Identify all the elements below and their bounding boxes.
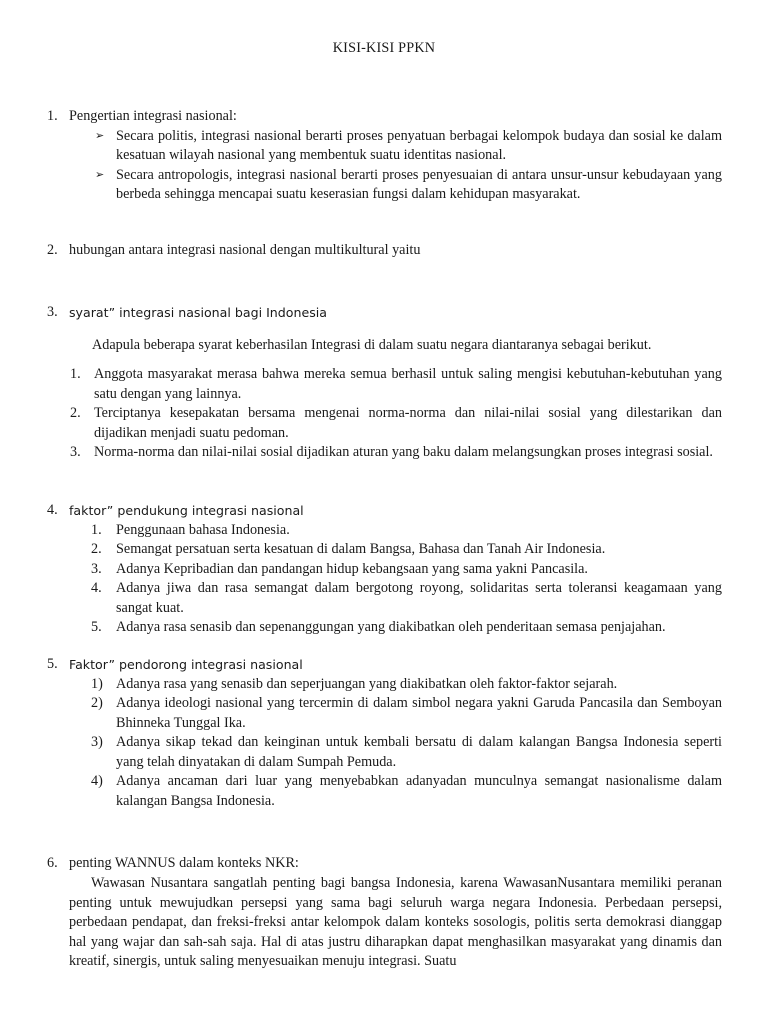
- item-text: Adanya rasa yang senasib dan seperjuangan yang diakibatkan oleh faktor-faktor sejarah.: [116, 675, 618, 692]
- section-5: [47, 655, 722, 811]
- section-heading: faktor” pendukung integrasi nasional: [69, 503, 304, 518]
- section-3: [47, 303, 722, 323]
- bullet-list: [47, 127, 722, 205]
- section-number: 3.: [47, 304, 58, 320]
- item-text: Adanya Kepribadian dan pandangan hidup kebangsaan yang sama yakni Pancasila.: [116, 560, 588, 577]
- list-item: [47, 404, 722, 443]
- section-heading: hubungan antara integrasi nasional dengan multikultural yaitu: [69, 242, 421, 258]
- section-heading: Pengertian integrasi nasional:: [69, 108, 237, 124]
- section-1: [47, 107, 722, 205]
- list-item: [47, 579, 722, 618]
- section-2: [47, 241, 722, 261]
- section-5-list: [47, 675, 722, 812]
- section-6: [47, 854, 722, 874]
- item-text: Anggota masyarakat merasa bahwa mereka semua berhasil untuk saling mengisi kebutuhan-kebutuhan yang satu dengan yang lainnya.: [94, 366, 722, 402]
- arrow-bullet-icon: ➢: [95, 168, 105, 181]
- item-text: Terciptanya kesepakatan bersama mengenai norma-norma dan nilai-nilai sosial yang dilestarikan dan dijadikan menjadi suatu pedoman.: [94, 405, 722, 441]
- section-number: 5.: [47, 656, 58, 672]
- item-number: 2.: [91, 541, 102, 557]
- item-number: 5.: [91, 619, 102, 635]
- section-number: 1.: [47, 108, 58, 124]
- item-number: 1.: [70, 366, 81, 382]
- item-number: 3.: [70, 444, 81, 460]
- item-number: 4.: [91, 580, 102, 596]
- item-text: Adanya rasa senasib dan sepenanggungan yang diakibatkan oleh penderitaan semasa penjajahan.: [116, 619, 666, 635]
- section-number: 6.: [47, 855, 58, 871]
- bullet-item: [47, 166, 722, 205]
- list-item: [47, 694, 722, 733]
- list-item: [47, 365, 722, 404]
- list-item: [47, 521, 722, 541]
- list-item: [47, 675, 722, 695]
- item-number: 2): [91, 695, 103, 711]
- list-item: [47, 772, 722, 811]
- section-heading: syarat” integrasi nasional bagi Indonesia: [69, 305, 327, 320]
- item-number: 2.: [70, 405, 81, 421]
- bullet-text: Secara politis, integrasi nasional berarti proses penyatuan berbagai kelompok budaya dan sosial ke dalam kesatuan wilayah nasional yang membentuk suatu identitas nasional.: [116, 127, 722, 163]
- item-text: Adanya ideologi nasional yang tercermin di dalam simbol negara yakni Garuda Pancasila dan Semboyan Bhinneka Tunggal Ika.: [116, 695, 722, 731]
- section-6-paragraph: Wawasan Nusantara sangatlah penting bagi bangsa Indonesia, karena WawasanNusantara memiliki peranan penting untuk mewujudkan persepsi yang sama bagi seluruh warga negara Indonesia. Perbedaan persepsi, perbedaan pendapat, dan freksi-freksi antar kelompok dalam konteks sosologis, politis serta demokrasi dianggap hal yang wajar dan sah-sah saja. Hal di atas justru diharapkan dapat menghasilkan masyarakat yang dinamis dan kreatif, sinergis, untuk saling menyesuaikan menuju integrasi. Suatu: [69, 875, 722, 969]
- item-number: 3.: [91, 560, 102, 577]
- item-text: Adanya jiwa dan rasa semangat dalam bergotong royong, solidaritas serta toleransi keagamaan yang sangat kuat.: [116, 580, 722, 616]
- list-item: [47, 443, 722, 463]
- page-title: KISI-KISI PPKN: [332, 40, 436, 56]
- item-text: Adanya sikap tekad dan keinginan untuk kembali bersatu di dalam kalangan Bangsa Indonesia seperti yang telah dinyatakan di dalam Sumpah Pemuda.: [116, 734, 722, 770]
- list-item: [47, 540, 722, 560]
- list-item: [47, 560, 722, 580]
- section-4-list: [47, 521, 722, 638]
- section-3-list: [47, 365, 722, 463]
- item-number: 4): [91, 773, 103, 789]
- item-text: Norma-norma dan nilai-nilai sosial dijadikan aturan yang baku dalam melangsungkan proses integrasi sosial.: [94, 444, 713, 460]
- section-number: 2.: [47, 242, 58, 258]
- item-number: 1): [91, 675, 103, 692]
- arrow-bullet-icon: ➢: [95, 129, 105, 142]
- section-number: 4.: [47, 502, 58, 518]
- bullet-text: Secara antropologis, integrasi nasional berarti proses penyesuaian di antara unsur-unsur kebudayaan yang berbeda sehingga mencapai suatu keserasian fungsi dalam kehidupan masyarakat.: [116, 166, 722, 202]
- item-number: 1.: [91, 521, 102, 538]
- section-heading: Faktor” pendorong integrasi nasional: [69, 657, 303, 672]
- section-3-intro: Adapula beberapa syarat keberhasilan Integrasi di dalam suatu negara diantaranya sebagai berikut.: [92, 337, 652, 353]
- list-item: [47, 733, 722, 772]
- section-heading: penting WANNUS dalam konteks NKR:: [69, 855, 299, 871]
- item-text: Semangat persatuan serta kesatuan di dalam Bangsa, Bahasa dan Tanah Air Indonesia.: [116, 541, 606, 557]
- bullet-item: [47, 127, 722, 166]
- item-number: 3): [91, 734, 103, 750]
- item-text: Penggunaan bahasa Indonesia.: [116, 521, 290, 538]
- list-item: [47, 618, 722, 638]
- section-4: [47, 501, 722, 638]
- item-text: Adanya ancaman dari luar yang menyebabkan adanyadan munculnya semangat nasionalisme dalam kalangan Bangsa Indonesia.: [116, 773, 722, 809]
